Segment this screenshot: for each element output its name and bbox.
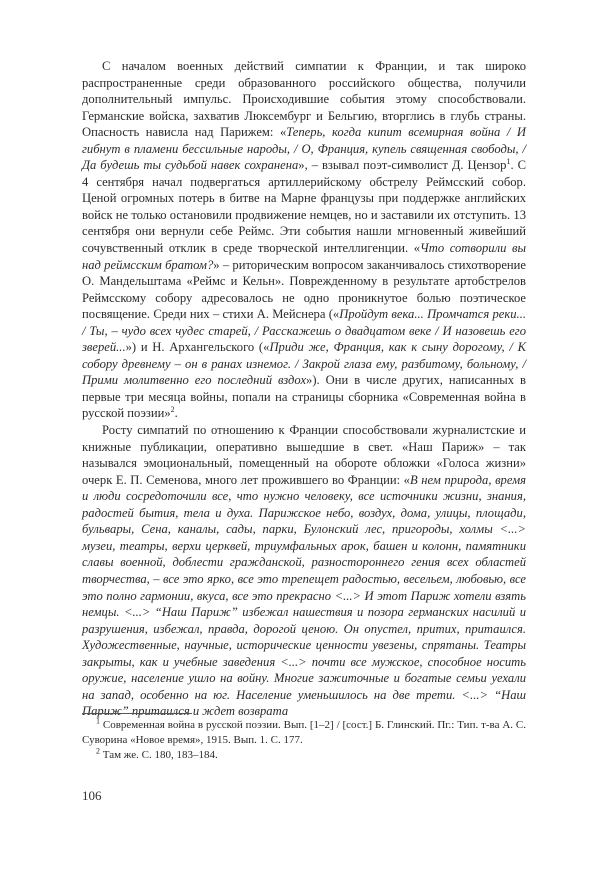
paragraph [82,58,526,422]
footnote-number: 2 [96,746,100,756]
footnote-number: 1 [96,716,100,726]
footnote-ref: 2 [170,405,175,415]
italic-quote: Приди же, Франция, как к сыну дорогому, / К собору древнему – он в ранах изнемог. / Закрой глаза ему, разбитому, больному, / Прими молитвенно его последний вздох [82,340,526,388]
text-run: С началом военных действий симпатии к Франции, и так широко распространенные среди образованного российского общества, получили дополнительный импульс. Происходившие события этому способствовали. Германские войска, захватив Люксембург и Бельгию, вторглись в глубь страны. Опасность нависла над Парижем: « [82,59,526,140]
italic-quote: Что сотворили вы над реймсским братом? [82,241,527,272]
text-run: ») и Н. Архангельского (« [125,340,270,355]
page-number: 106 [82,788,102,803]
italic-quote: В нем природа, время и люди сосредоточили все, что нужно человеку, все источники жизни, знания, радостей бытия, тела и духа. Парижское небо, воздух, дома, улицы, площади, бульвары, Сена, каналы, сады, парки, Булонский лес, пригороды, холмы <...> музеи, театры, верхи церквей, триумфальных арок, башен и колонн, памятники славы военной, доблести гражданской, разностороннего гения всех областей творчества, – все это ярко, все это трепещет радостью, весельем, любовью, все это полно гармонии, вкуса, все это прекрасно <...> И этот Париж хотели взять немцы. <...> “Наш Париж” избежал нашествия и позора германских насилий и разрушения, избежал, правда, дорогой ценою. Он опустел, притих, притаился. Художественные, научные, исторические ценности увезены, спрятаны. Театры закрыты, как и учебные заведения <...> почти все мужское, способное носить оружие, население ушло на войну. Многие зажиточные и богатые семьи уехали на запад, особенно на юг. Население уменьшилось на две трети. <...> “Наш Париж” притаился и ждет возврата [82,472,526,719]
footnote [82,748,526,763]
text-run: . [174,406,178,421]
text-run: Современная война в русской поэзии. Вып. [1–2] / [сост.] Б. Глинский. Пг.: Тип. т-ва А. С. Суворина «Новое время», 1915. Вып. 1. С. 177. [82,719,527,746]
text-run: » – риторическим вопросом заканчивалось стихотворение О. Мандельштама «Реймс и Кельн». Поврежденному в результате артобстрелов Реймсскому собору адресовалось не одно проникнутое болью поэтическое посвящение. Среди них – стихи А. Мейснера (« [82,257,526,322]
footnote [82,718,526,748]
italic-quote: Пройдут века... Промчатся реки... / Ты, – чудо всех чудес старей, / Расскажешь о двадцатом веке / И назовешь его зверей... [82,307,526,355]
italic-quote: Теперь, когда кипит всемирная война / И гибнут в пламени бессильные народы, / О, Франция, купель священная свободы, / Да будешь ты судьбой навек сохранена [82,125,526,173]
paragraph [82,422,526,720]
body-text [82,58,526,720]
text-run: . С. 180, 183–184. [136,749,218,761]
text-run: Росту симпатий по отношению к Франции способствовали журналистские и книжные публикации, оперативно вышедшие в свет. «Наш Париж» – так назывался эмоциональный, помещенный на обороте обложки «Голоса жизни» очерк Е. П. Семенова, много лет прожившего во Франции: « [82,423,526,487]
text-run: . С 4 сентября начал подвергаться артиллерийскому обстрелу Реймсский собор. Ценой огромных потерь в битве на Марне французы при поддержке английских войск не только остановили продвижение немцев, но и заставили их отступить. 13 сентября они вернули себе Реймс. Эти события нашли мгновенный живейший сочувственный отклик в среде творческой интеллигенции. « [82,158,527,256]
footnotes [82,718,526,763]
footnote-ref: 1 [506,157,511,167]
text-run: »). Они в числе других, написанных в первые три месяца войны, попали на страницы сборника «Современная война в русской поэзии» [82,373,526,421]
text-run: », – взывал поэт-символист Д. Цензор [298,158,507,173]
italic-quote: Там же [102,749,137,761]
footnote-divider [82,713,192,714]
